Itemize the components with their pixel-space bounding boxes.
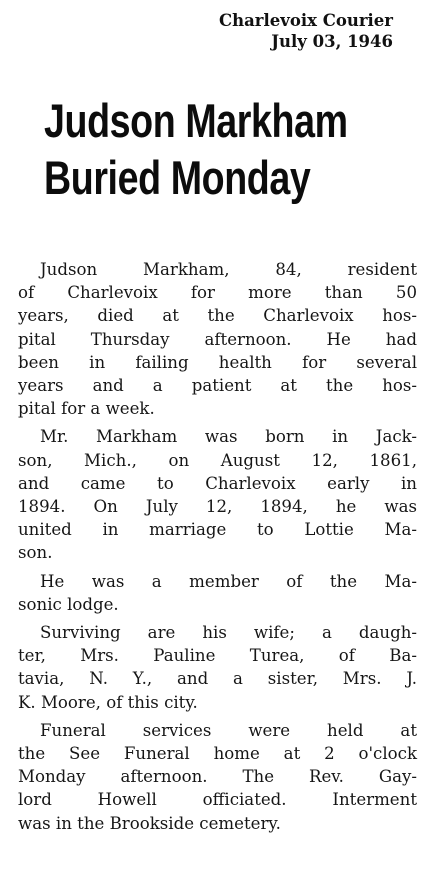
article-line: son, Mich., on August 12, 1861,	[18, 450, 417, 470]
article-line: was in the Brookside cemetery.	[18, 813, 281, 833]
article-line: Mr. Markham was born in Jack-	[40, 427, 417, 447]
headline-line-2: Buried Monday	[44, 151, 311, 204]
article-line: 1894. On July 12, 1894, he was	[18, 497, 417, 517]
article-line: Surviving are his wife; a daugh-	[40, 623, 417, 643]
article-line: tavia, N. Y., and a sister, Mrs. J.	[18, 669, 417, 689]
publication-date: July 03, 1946	[271, 32, 393, 51]
article-line: years and a patient at the hos-	[18, 376, 417, 396]
article-line: united in marriage to Lottie Ma-	[18, 520, 417, 540]
masthead	[219, 10, 393, 52]
article-line: He was a member of the Ma-	[40, 571, 417, 591]
article-line: sonic lodge.	[18, 594, 119, 614]
article-line: pital for a week.	[18, 399, 155, 419]
article-paragraph	[18, 719, 417, 835]
article-line: of Charlevoix for more than 50	[18, 283, 417, 303]
article-paragraph	[18, 570, 417, 616]
headline-line-1: Judson Markham	[44, 94, 348, 147]
article-line: Judson Markham, 84, resident	[40, 260, 417, 279]
article-line: and came to Charlevoix early in	[18, 473, 417, 493]
publication-name: Charlevoix Courier	[218, 11, 393, 30]
article-body	[18, 258, 417, 840]
article-line: Monday afternoon. The Rev. Gay-	[18, 767, 417, 787]
article-line: lord Howell officiated. Interment	[18, 790, 417, 810]
article-paragraph	[18, 425, 417, 564]
article-paragraph	[18, 258, 417, 420]
article-line: ter, Mrs. Pauline Turea, of Ba-	[18, 646, 417, 666]
article-line: pital Thursday afternoon. He had	[18, 329, 417, 349]
article-line: been in failing health for several	[18, 352, 417, 372]
article-paragraph	[18, 621, 417, 714]
article-line: Funeral services were held at	[40, 720, 417, 740]
article-line: son.	[18, 543, 53, 563]
headline	[44, 92, 348, 206]
article-line: the See Funeral home at 2 o'clock	[18, 744, 417, 764]
article-line: years, died at the Charlevoix hos-	[18, 306, 417, 326]
article-line: K. Moore, of this city.	[18, 692, 198, 712]
